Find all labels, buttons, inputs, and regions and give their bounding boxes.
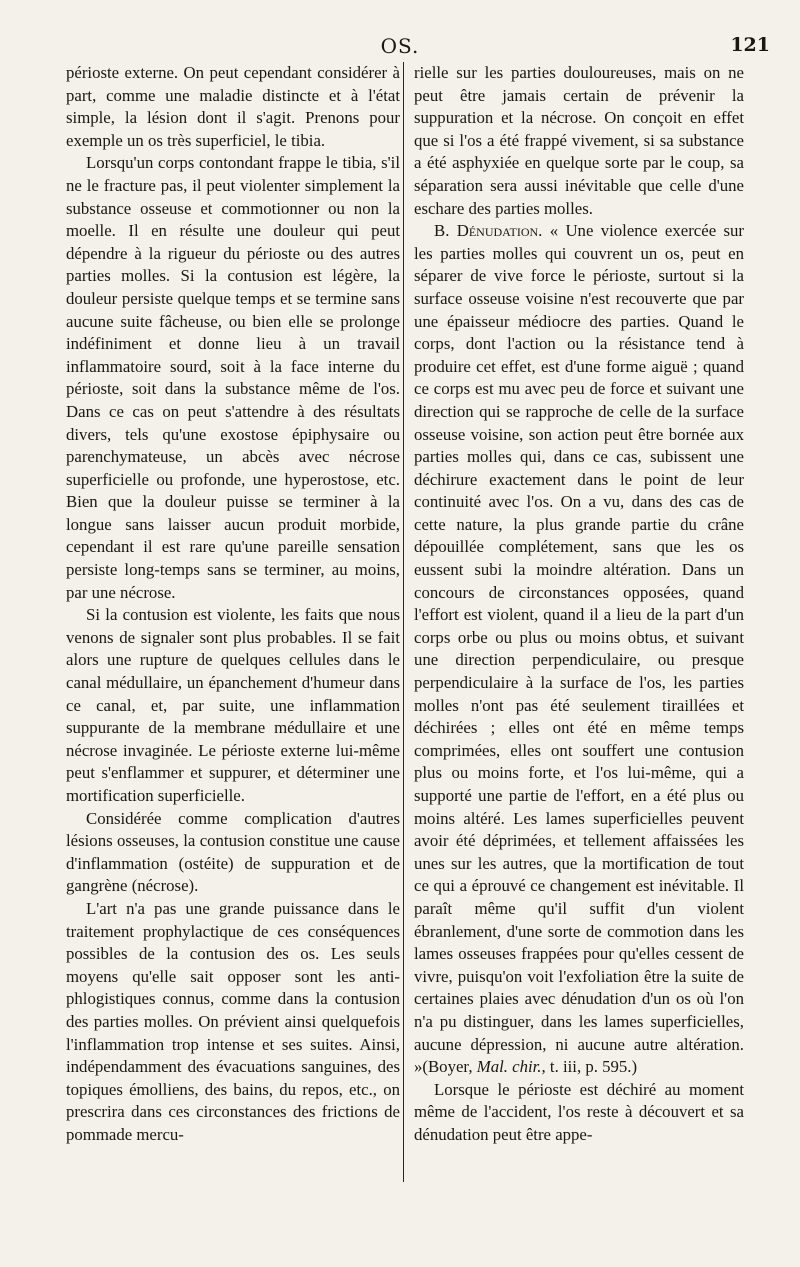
right-column xyxy=(414,62,744,1147)
paragraph-body: « Une violence exercée sur les parties molles qui couvrent un os, peut en séparer de vive force le périoste, surtout si la surface osseuse voisine n'est recouverte que par une épaisseur médiocre des parties. Quand le corps, dont l'action ou la résistance tend à produire cet effet, est d'une forme aiguë ; quand ce corps est mu avec peu de force et suivant une direction qui se rapproche de celle de la surface osseuse voisine, son action peut être bornée aux parties molles qui, dans ce cas, subissent une déchirure exactement dans le point de leur continuité avec l'os. On a vu, dans des cas de cette nature, la plus grande partie du crâne dépouillée complétement, sans que les os eussent subi la moindre altération. Dans un concours de circonstances opposées, quand l'effort est violent, quand il a lieu de la part d'un corps orbe ou plus ou moins obtus, et suivant une direction perpendiculaire, ou presque perpendiculaire à la surface de l'os, les parties molles n'ont pas été seulement tiraillées et déchirées ; elles ont été en même temps comprimées, elles ont souffert une contusion plus ou moins forte, et l'os lui-même, qui a supporté une partie de l'effort, en a été plus ou moins altéré. Les lames superficielles peuvent avoir été déprimées, et tellement affaissées les unes sur les autres, que la mortification de tout ce qui a éprouvé ce changement est inévitable. Il paraît même qu'il suffit d'un violent ébranlement, d'une sorte de commotion dans les lames osseuses frappées pour qu'elles cessent de vivre, puisqu'on voit l'exfoliation être la suite de certaines plaies avec dénudation d'un os où l'on n'a pu distinguer, dans les lames superficielles, aucune dépression, ni aucune autre altération. »(Boyer, xyxy=(414,221,744,1077)
paragraph: L'art n'a pas une grande puissance dans le traitement prophylactique de ces conséquences possibles de la contusion des os. Les seuls moyens qu'elle sait opposer sont les anti-phlogistiques connus, comme dans la contusion des parties molles. On prévient ainsi quelquefois l'inflammation trop intense et ses suites. Ainsi, indépendamment des évacuations sanguines, des topiques émolliens, des bains, du repos, etc., on prescrira dans ces circonstances des frictions de pommade mercu- xyxy=(66,898,400,1144)
paragraph: périoste externe. On peut cependant considérer à part, comme une maladie distincte et à l'état simple, la lésion dont il s'agit. Prenons pour exemple un os très superficiel, le tibia. xyxy=(66,63,400,150)
page-number: 121 xyxy=(730,34,770,56)
left-column xyxy=(66,62,400,1147)
paragraph-denudation xyxy=(414,220,744,1079)
paragraph: Lorsqu'un corps contondant frappe le tibia, s'il ne le fracture pas, il peut violenter simplement la substance osseuse et commotionner ou non la moelle. Il en résulte une douleur qui peut dépendre à la rigueur du périoste ou des autres parties molles. Si la contusion est légère, la douleur persiste quelque temps et se termine sans aucune suite fâcheuse, ou bien elle se prolonge indéfiniment et donne lieu à un travail inflammatoire sourd, soit à la face interne du périoste, soit dans la substance même de l'os. Dans ce cas on peut s'attendre à des résultats divers, tels qu'une exostose épiphysaire ou parenchymateuse, un abcès avec nécrose superficielle ou profonde, une hyperostose, etc. Bien que la douleur puisse se terminer à la longue sans laisser aucun produit morbide, cependant il est rare qu'une pareille sensation persiste long-temps sans se terminer, au moins, par une nécrose. xyxy=(66,153,400,602)
running-head: OS. xyxy=(380,34,420,58)
column-divider xyxy=(403,62,404,1182)
citation-title: Mal. chir. xyxy=(476,1057,542,1077)
section-label: B. Dénudation. xyxy=(434,221,543,241)
paragraph: Si la contusion est violente, les faits que nous venons de signaler sont plus probables. Il se fait alors une rupture de quelques cellules dans le canal médullaire, un épanchement d'humeur dans ce canal, et, par suite, une inflammation suppurante de la membrane médullaire et une nécrose invaginée. Le périoste externe lui-même peut s'enflammer et suppurer, et déterminer une mortification superficielle. xyxy=(66,605,400,805)
citation-rest: , t. iii, p. 595.) xyxy=(541,1057,638,1077)
paragraph: Considérée comme complication d'autres lésions osseuses, la contusion constitue une cause d'inflammation (ostéite) de suppuration et de gangrène (nécrose). xyxy=(66,808,400,896)
paragraph: rielle sur les parties douloureuses, mais on ne peut être jamais certain de prévenir la suppuration et la nécrose. On conçoit en effet que si l'os a été frappé vivement, si sa substance a été asphyxiée en quelque sorte par le coup, sa séparation sera aussi inévitable que celle d'une eschare des parties molles. xyxy=(414,63,744,218)
page-header xyxy=(0,34,800,64)
paragraph: Lorsque le périoste est déchiré au moment même de l'accident, l'os reste à découvert et sa dénudation peut être appe- xyxy=(414,1079,744,1144)
